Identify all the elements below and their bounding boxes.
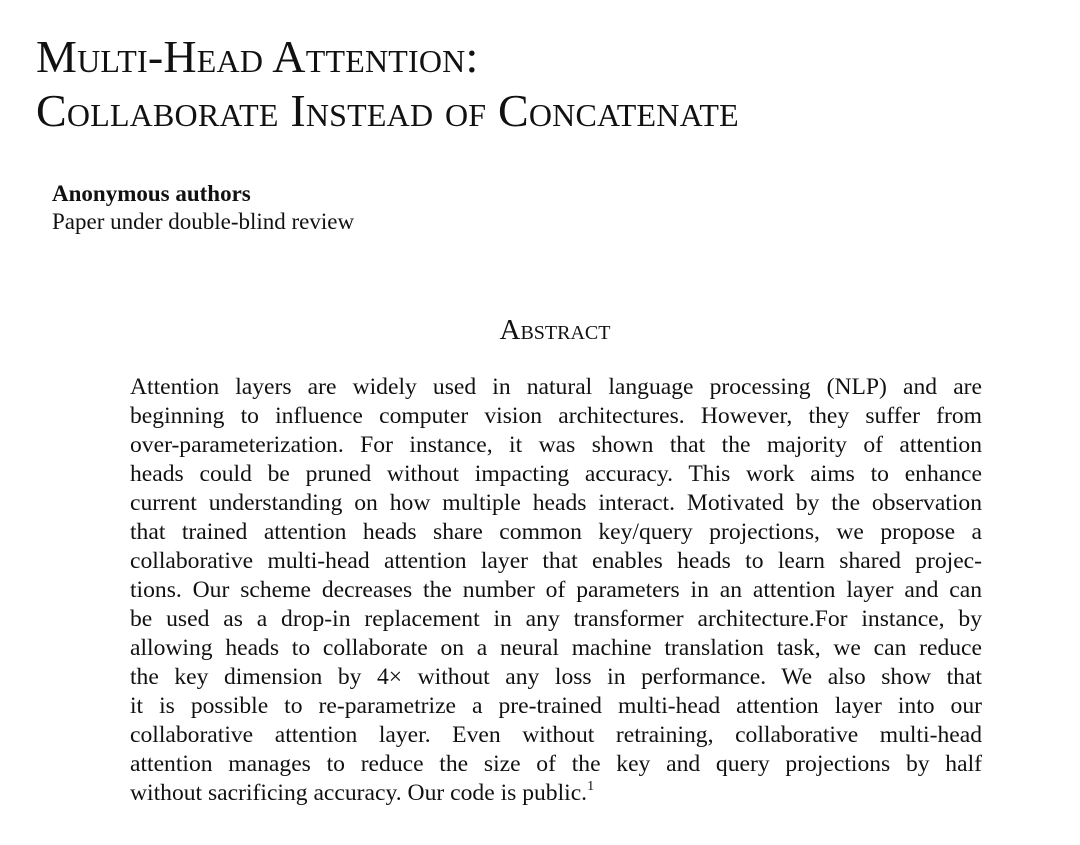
abstract-line: collaborative multi-head attention layer that enables heads to learn shared projec- [130,548,982,574]
author-affiliation: Paper under double-blind review [52,209,355,234]
abstract-heading: Abstract [499,314,611,346]
author-names: Anonymous authors [52,181,251,206]
abstract-line: without sacrificing accuracy. Our code is public. [130,780,588,806]
abstract-line: Attention layers are widely used in natural language processing (NLP) and are [130,374,982,400]
abstract-line: heads could be pruned without impacting accuracy. This work aims to enhance [130,461,982,487]
paper-title [36,30,739,138]
title-line-2: Collaborate Instead of Concatenate [36,85,739,136]
abstract-line: current understanding on how multiple heads interact. Motivated by the observation [130,490,982,516]
abstract-line: collaborative attention layer. Even without retraining, collaborative multi-head [130,722,982,748]
abstract-line: be used as a drop-in replacement in any transformer architecture.For instance, by [130,606,982,632]
abstract-line: over-parameterization. For instance, it was shown that the majority of attention [130,432,982,458]
abstract-line: that trained attention heads share common key/query projections, we propose a [130,519,982,545]
abstract-line: tions. Our scheme decreases the number of parameters in an attention layer and can [130,577,982,603]
abstract-line: the key dimension by 4× without any loss in performance. We also show that [130,664,982,690]
abstract-line: it is possible to re-parametrize a pre-trained multi-head attention layer into our [130,693,982,719]
footnote-marker[interactable]: 1 [587,779,595,794]
abstract-line: attention manages to reduce the size of the key and query projections by half [130,751,982,777]
abstract-line: beginning to influence computer vision architectures. However, they suffer from [130,403,982,429]
abstract-line: allowing heads to collaborate on a neural machine translation task, we can reduce [130,635,982,661]
author-block [52,180,354,236]
abstract-body [130,373,982,808]
abstract-last-line [130,779,982,808]
title-line-1: Multi-Head Attention: [36,31,479,82]
